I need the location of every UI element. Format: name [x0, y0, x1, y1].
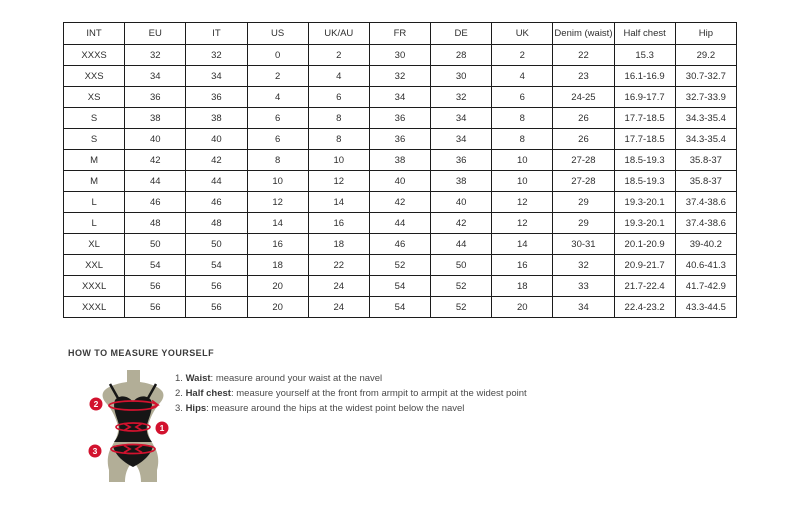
table-cell: 18.5-19.3	[614, 171, 675, 192]
measure-step-number: 2.	[175, 388, 186, 399]
measure-step-text: : measure around the hips at the widest point below the navel	[206, 403, 465, 414]
table-header-cell: UK	[492, 23, 553, 45]
table-row	[64, 87, 737, 108]
table-cell: 34.3-35.4	[675, 108, 736, 129]
table-cell: 29	[553, 213, 614, 234]
table-cell: 56	[125, 297, 186, 318]
table-cell: 22	[553, 45, 614, 66]
table-cell: 27-28	[553, 150, 614, 171]
size-table-header-row	[64, 23, 737, 45]
table-cell: 52	[431, 297, 492, 318]
table-cell: 28	[431, 45, 492, 66]
measure-step	[175, 371, 527, 386]
table-header-cell: Hip	[675, 23, 736, 45]
table-cell: 34	[186, 66, 247, 87]
table-cell: 54	[125, 255, 186, 276]
table-cell: 20.1-20.9	[614, 234, 675, 255]
measure-step-text: : measure yourself at the front from armpit to armpit at the widest point	[230, 388, 527, 399]
table-cell: 29	[553, 192, 614, 213]
table-row	[64, 192, 737, 213]
table-cell: 12	[492, 213, 553, 234]
measure-step	[175, 401, 527, 416]
measure-step-number: 1.	[175, 373, 186, 384]
table-cell: 2	[492, 45, 553, 66]
mannequin-figure	[84, 369, 184, 483]
table-row	[64, 234, 737, 255]
table-cell: 22	[308, 255, 369, 276]
table-cell: 50	[186, 234, 247, 255]
table-cell: 37.4-38.6	[675, 213, 736, 234]
table-cell: 26	[553, 108, 614, 129]
table-cell: 2	[247, 66, 308, 87]
table-cell: 50	[125, 234, 186, 255]
table-cell: 38	[125, 108, 186, 129]
table-cell: 48	[125, 213, 186, 234]
chest-badge	[90, 398, 103, 411]
table-header-cell: DE	[431, 23, 492, 45]
table-cell: 12	[492, 192, 553, 213]
table-cell: 44	[431, 234, 492, 255]
table-cell: 48	[186, 213, 247, 234]
table-cell: 56	[186, 297, 247, 318]
table-cell: 20.9-21.7	[614, 255, 675, 276]
table-cell: 30.7-32.7	[675, 66, 736, 87]
table-cell: 27-28	[553, 171, 614, 192]
table-cell: 30	[369, 45, 430, 66]
table-cell: 17.7-18.5	[614, 129, 675, 150]
table-header-cell: EU	[125, 23, 186, 45]
table-cell: 40.6-41.3	[675, 255, 736, 276]
table-cell: 52	[431, 276, 492, 297]
table-cell: 6	[247, 129, 308, 150]
table-cell: 17.7-18.5	[614, 108, 675, 129]
table-cell: 16	[308, 213, 369, 234]
table-cell: 40	[431, 192, 492, 213]
table-cell: 46	[186, 192, 247, 213]
table-row	[64, 45, 737, 66]
table-cell: 15.3	[614, 45, 675, 66]
table-header-cell: UK/AU	[308, 23, 369, 45]
table-header-cell: INT	[64, 23, 125, 45]
table-cell: 40	[369, 171, 430, 192]
measure-step-label: Waist	[185, 373, 211, 384]
table-cell: 46	[125, 192, 186, 213]
table-cell: 19.3-20.1	[614, 192, 675, 213]
table-cell: 8	[247, 150, 308, 171]
table-cell: 34	[431, 108, 492, 129]
table-cell: 54	[186, 255, 247, 276]
table-cell: 14	[247, 213, 308, 234]
measure-steps	[175, 371, 527, 416]
table-cell: 30-31	[553, 234, 614, 255]
table-cell: 26	[553, 129, 614, 150]
table-cell: 4	[308, 66, 369, 87]
waist-badge-number: 1	[159, 423, 165, 433]
table-cell: 34	[369, 87, 430, 108]
table-cell: 38	[369, 150, 430, 171]
table-cell: 24	[308, 276, 369, 297]
table-header-cell: US	[247, 23, 308, 45]
table-cell: 18	[492, 276, 553, 297]
table-cell: 24	[308, 297, 369, 318]
table-row	[64, 297, 737, 318]
table-cell: 21.7-22.4	[614, 276, 675, 297]
chest-badge-number: 2	[93, 399, 99, 409]
table-cell: 16.1-16.9	[614, 66, 675, 87]
table-row	[64, 171, 737, 192]
table-cell: 52	[369, 255, 430, 276]
table-cell: XXS	[64, 66, 125, 87]
camisole	[114, 396, 152, 442]
table-cell: 42	[125, 150, 186, 171]
table-row	[64, 108, 737, 129]
size-table-body	[64, 45, 737, 318]
table-cell: L	[64, 192, 125, 213]
table-cell: 34	[553, 297, 614, 318]
size-chart-table	[63, 22, 737, 318]
table-cell: 32	[125, 45, 186, 66]
table-cell: 43.3-44.5	[675, 297, 736, 318]
table-cell: 16	[247, 234, 308, 255]
table-header-cell: Half chest	[614, 23, 675, 45]
table-cell: 38	[431, 171, 492, 192]
table-row	[64, 129, 737, 150]
table-cell: 22.4-23.2	[614, 297, 675, 318]
table-cell: 32	[186, 45, 247, 66]
table-cell: 56	[186, 276, 247, 297]
table-cell: 20	[492, 297, 553, 318]
table-cell: 23	[553, 66, 614, 87]
table-cell: 56	[125, 276, 186, 297]
table-cell: 8	[492, 129, 553, 150]
table-cell: 40	[186, 129, 247, 150]
table-cell: 14	[492, 234, 553, 255]
table-cell: 8	[308, 108, 369, 129]
table-cell: 2	[308, 45, 369, 66]
table-cell: S	[64, 108, 125, 129]
table-cell: 24-25	[553, 87, 614, 108]
table-cell: 6	[308, 87, 369, 108]
measure-step	[175, 386, 527, 401]
table-cell: M	[64, 150, 125, 171]
table-cell: XXL	[64, 255, 125, 276]
table-cell: 42	[369, 192, 430, 213]
table-cell: 36	[125, 87, 186, 108]
table-cell: 20	[247, 297, 308, 318]
table-cell: 44	[369, 213, 430, 234]
hips-badge-number: 3	[92, 446, 98, 456]
table-cell: XS	[64, 87, 125, 108]
table-header-cell: FR	[369, 23, 430, 45]
table-cell: 10	[308, 150, 369, 171]
waist-badge	[156, 422, 169, 435]
table-cell: 19.3-20.1	[614, 213, 675, 234]
size-table-head	[64, 23, 737, 45]
table-row	[64, 213, 737, 234]
table-cell: 34	[431, 129, 492, 150]
measurement-illustration	[84, 369, 184, 483]
table-cell: 36	[186, 87, 247, 108]
table-cell: 33	[553, 276, 614, 297]
measure-step-text: : measure around your waist at the navel	[210, 373, 383, 384]
table-cell: XXXL	[64, 276, 125, 297]
table-cell: 16	[492, 255, 553, 276]
table-cell: 16.9-17.7	[614, 87, 675, 108]
table-cell: 40	[125, 129, 186, 150]
table-row	[64, 66, 737, 87]
table-cell: 42	[431, 213, 492, 234]
table-cell: XL	[64, 234, 125, 255]
table-cell: 37.4-38.6	[675, 192, 736, 213]
table-cell: 6	[247, 108, 308, 129]
table-cell: 8	[492, 108, 553, 129]
table-cell: 50	[431, 255, 492, 276]
table-cell: 18.5-19.3	[614, 150, 675, 171]
table-cell: L	[64, 213, 125, 234]
table-cell: 4	[492, 66, 553, 87]
table-cell: 20	[247, 276, 308, 297]
table-cell: 46	[369, 234, 430, 255]
table-cell: 39-40.2	[675, 234, 736, 255]
table-cell: 36	[369, 129, 430, 150]
measure-step-number: 3.	[175, 403, 186, 414]
table-cell: 12	[247, 192, 308, 213]
table-cell: 10	[492, 150, 553, 171]
table-cell: 38	[186, 108, 247, 129]
table-cell: 30	[431, 66, 492, 87]
table-cell: 36	[369, 108, 430, 129]
table-cell: 35.8-37	[675, 171, 736, 192]
table-header-cell: Denim (waist)	[553, 23, 614, 45]
table-cell: XXXL	[64, 297, 125, 318]
table-cell: 32	[431, 87, 492, 108]
table-cell: 12	[308, 171, 369, 192]
table-cell: M	[64, 171, 125, 192]
table-row	[64, 276, 737, 297]
table-cell: 41.7-42.9	[675, 276, 736, 297]
table-cell: 34.3-35.4	[675, 129, 736, 150]
table-cell: 14	[308, 192, 369, 213]
table-header-cell: IT	[186, 23, 247, 45]
measure-step-label: Hips	[185, 403, 207, 414]
table-cell: 10	[492, 171, 553, 192]
table-cell: 10	[247, 171, 308, 192]
table-cell: 35.8-37	[675, 150, 736, 171]
measure-section-title: HOW TO MEASURE YOURSELF	[68, 348, 215, 358]
table-cell: 54	[369, 276, 430, 297]
table-row	[64, 255, 737, 276]
table-cell: 32	[553, 255, 614, 276]
table-cell: XXXS	[64, 45, 125, 66]
table-cell: S	[64, 129, 125, 150]
table-cell: 4	[247, 87, 308, 108]
table-cell: 44	[125, 171, 186, 192]
table-cell: 32.7-33.9	[675, 87, 736, 108]
table-cell: 29.2	[675, 45, 736, 66]
table-cell: 8	[308, 129, 369, 150]
table-cell: 0	[247, 45, 308, 66]
table-cell: 18	[308, 234, 369, 255]
table-cell: 34	[125, 66, 186, 87]
table-cell: 42	[186, 150, 247, 171]
table-cell: 54	[369, 297, 430, 318]
hips-badge	[89, 445, 102, 458]
table-cell: 18	[247, 255, 308, 276]
measure-step-label: Half chest	[185, 388, 231, 399]
table-cell: 6	[492, 87, 553, 108]
table-cell: 44	[186, 171, 247, 192]
table-row	[64, 150, 737, 171]
table-cell: 32	[369, 66, 430, 87]
table-cell: 36	[431, 150, 492, 171]
